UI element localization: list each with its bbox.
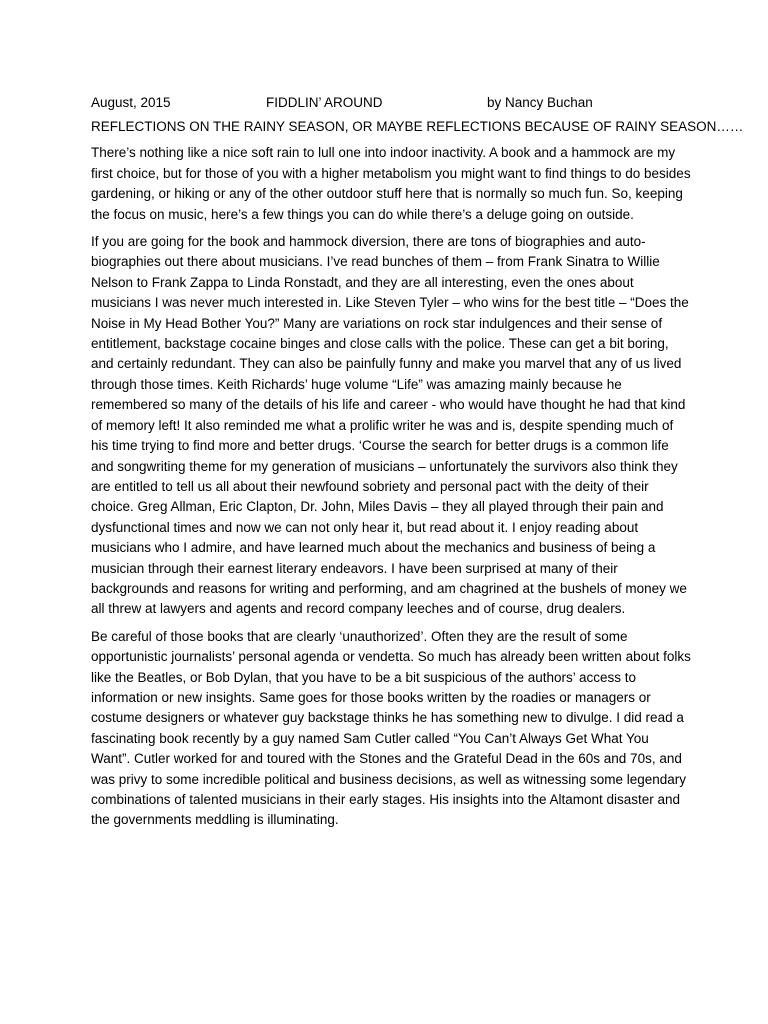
document-page [91,93,744,838]
body-paragraph: Be careful of those books that are clearly ‘unauthorized’. Often they are the result of some opportunistic journalists’ personal agenda or vendetta. So much has already been written about folks like the Beatles, or Bob Dylan, that you have to be a bit suspicious of the authors’ access to information or new insights. Same goes for those books written by the roadies or managers or costume designers or whatever guy backstage thinks he has something new to divulge. I did read a fascinating book recently by a guy named Sam Cutler called “You Can’t Always Get What You Want”. Cutler worked for and toured with the Stones and the Grateful Dead in the 60s and 70s, and was privy to some incredible political and business decisions, as well as witnessing some legendary combinations of talented musicians in their early stages. His insights into the Altamont disaster and the governments meddling is illuminating. [91,628,691,828]
article-heading: REFLECTIONS ON THE RAINY SEASON, OR MAYBE REFLECTIONS BECAUSE OF RAINY SEASON…… [91,119,744,134]
body-paragraph: If you are going for the book and hammock diversion, there are tons of biographies and auto-biographies out there about musicians. I’ve read bunches of them – from Frank Sinatra to Willie Nelson to Frank Zappa to Linda Ronstadt, and they are all interesting, even the ones about musicians I was never much interested in. Like Steven Tyler – who wins for the best title – “Does the Noise in My Head Bother You?” Many are variations on rock star indulgences and their sense of entitlement, backstage cocaine binges and close calls with the police. These can get a bit boring, and certainly redundant. They can also be painfully funny and make you marvel that any of us lived through those times. Keith Richards’ huge volume “Life” was amazing mainly because he remembered so many of the details of his life and career - who would have thought he had that kind of memory left! It also reminded me what a prolific writer he was and is, despite spending much of his time trying to find more and better drugs. ‘Course the search for better drugs is a common life and songwriting theme for my generation of musicians – unfortunately the survivors also think they are entitled to tell us all about their newfound sobriety and personal pact with the deity of their choice. Greg Allman, Eric Clapton, Dr. John, Miles Davis – they all played through their pain and dysfunctional times and now we can not only hear it, but read about it. I enjoy reading about musicians who I admire, and have learned much about the mechanics and business of being a musician through their earnest literary endeavors. I have been surprised at many of their backgrounds and reasons for writing and performing, and am chagrined at the bushels of money we all threw at lawyers and agents and record company leeches and of course, drug dealers. [91,234,689,617]
column-title: FIDDLIN’ AROUND [266,95,383,110]
article-date: August, 2015 [91,95,171,110]
author-byline: by Nancy Buchan [487,95,593,110]
body-paragraph: There’s nothing like a nice soft rain to lull one into indoor inactivity. A book and a hammock are my first choice, but for those of you with a higher metabolism you might want to find things to do besides gardening, or hiking or any of the other outdoor stuff here that is normally so much fun. So, keeping the focus on music, here’s a few things you can do while there’s a deluge going on outside. [91,145,691,222]
article-header [91,93,691,113]
